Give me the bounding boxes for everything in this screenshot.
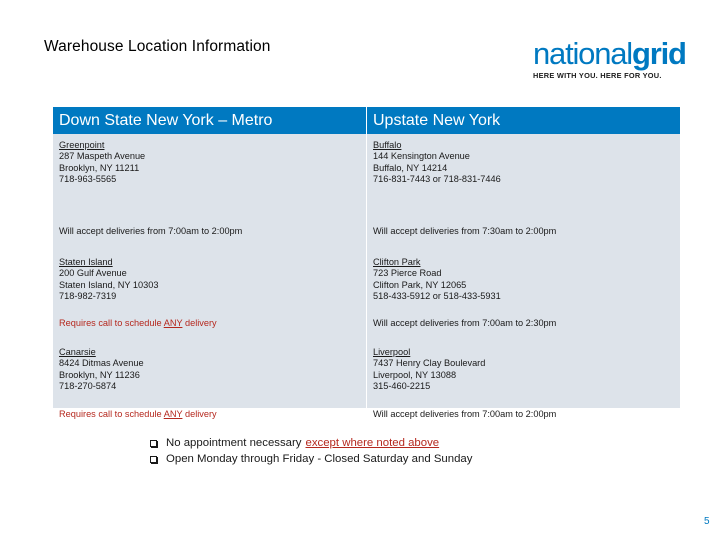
bullet-item — [150, 452, 472, 468]
location-phone: 718-963-5565 — [59, 174, 117, 185]
delivery-note: Will accept deliveries from 7:00am to 2:30pm — [373, 318, 557, 328]
location-address-line2: Liverpool, NY 13088 — [373, 369, 457, 380]
location-name: Staten Island — [59, 257, 113, 267]
location-address-line2: Clifton Park, NY 12065 — [373, 279, 467, 290]
logo-tagline: HERE WITH YOU. HERE FOR YOU. — [533, 71, 662, 80]
delivery-note: Will accept deliveries from 7:30am to 2:00pm — [373, 226, 557, 236]
location-liverpool — [373, 347, 485, 393]
location-address-line1: 144 Kensington Avenue — [373, 151, 470, 162]
location-address-line1: 287 Maspeth Avenue — [59, 151, 146, 162]
header-downstate: Down State New York – Metro — [59, 112, 273, 129]
location-phone: 718-982-7319 — [59, 291, 117, 302]
table-header-row — [53, 107, 680, 134]
location-address-line2: Staten Island, NY 10303 — [59, 279, 159, 290]
location-address-line2: Brooklyn, NY 11236 — [59, 369, 140, 380]
location-name: Canarsie — [59, 347, 96, 357]
location-address-line1: 723 Pierce Road — [373, 268, 442, 279]
note-text-end: delivery — [182, 409, 217, 419]
location-name: Clifton Park — [373, 257, 421, 267]
note-text: Requires call to schedule — [59, 318, 164, 328]
location-name: Greenpoint — [59, 140, 105, 150]
national-grid-logo — [533, 38, 685, 80]
checkbox-bullet-icon — [150, 440, 157, 447]
page-number: 5 — [704, 516, 710, 527]
location-address-line2: Buffalo, NY 14214 — [373, 162, 448, 173]
bullet-list — [150, 436, 472, 467]
warehouse-table — [53, 107, 680, 419]
checkbox-bullet-icon — [150, 456, 157, 463]
bullet-text: Open Monday through Friday - Closed Saturday and Sunday — [166, 452, 473, 465]
location-canarsie — [59, 347, 144, 393]
location-name: Buffalo — [373, 140, 402, 150]
location-buffalo — [373, 140, 501, 186]
delivery-note: Will accept deliveries from 7:00am to 2:00pm — [59, 226, 243, 236]
location-phone: 716-831-7443 or 718-831-7446 — [373, 174, 501, 185]
downstate-column — [53, 134, 366, 419]
bullet-text: No appointment necessary — [166, 437, 302, 449]
delivery-note-call-required — [59, 409, 217, 420]
note-emphasis: ANY — [163, 318, 183, 328]
table-body — [53, 134, 680, 419]
location-name: Liverpool — [373, 347, 411, 357]
note-text-end: delivery — [182, 318, 217, 328]
note-emphasis: ANY — [163, 409, 183, 419]
location-clifton-park — [373, 257, 501, 303]
delivery-note-call-required — [59, 318, 217, 329]
bullet-emphasis: except where noted above — [305, 437, 440, 449]
logo-wordmark — [533, 38, 685, 69]
logo-word-grid: grid — [632, 36, 686, 71]
header-upstate: Upstate New York — [366, 107, 680, 134]
delivery-note: Will accept deliveries from 7:00am to 2:00pm — [373, 409, 557, 419]
location-phone: 315-460-2215 — [373, 381, 431, 392]
note-text: Requires call to schedule — [59, 409, 164, 419]
location-phone: 518-433-5912 or 518-433-5931 — [373, 291, 501, 302]
location-greenpoint — [59, 140, 145, 186]
bullet-item — [150, 436, 472, 452]
location-address-line1: 200 Gulf Avenue — [59, 268, 127, 279]
logo-word-national: national — [533, 36, 632, 71]
location-staten-island — [59, 257, 158, 303]
location-phone: 718-270-5874 — [59, 381, 117, 392]
upstate-column — [366, 134, 680, 419]
location-address-line2: Brooklyn, NY 11211 — [59, 162, 140, 173]
location-address-line1: 7437 Henry Clay Boulevard — [373, 358, 486, 369]
location-address-line1: 8424 Ditmas Avenue — [59, 358, 144, 369]
slide-title: Warehouse Location Information — [44, 38, 271, 55]
